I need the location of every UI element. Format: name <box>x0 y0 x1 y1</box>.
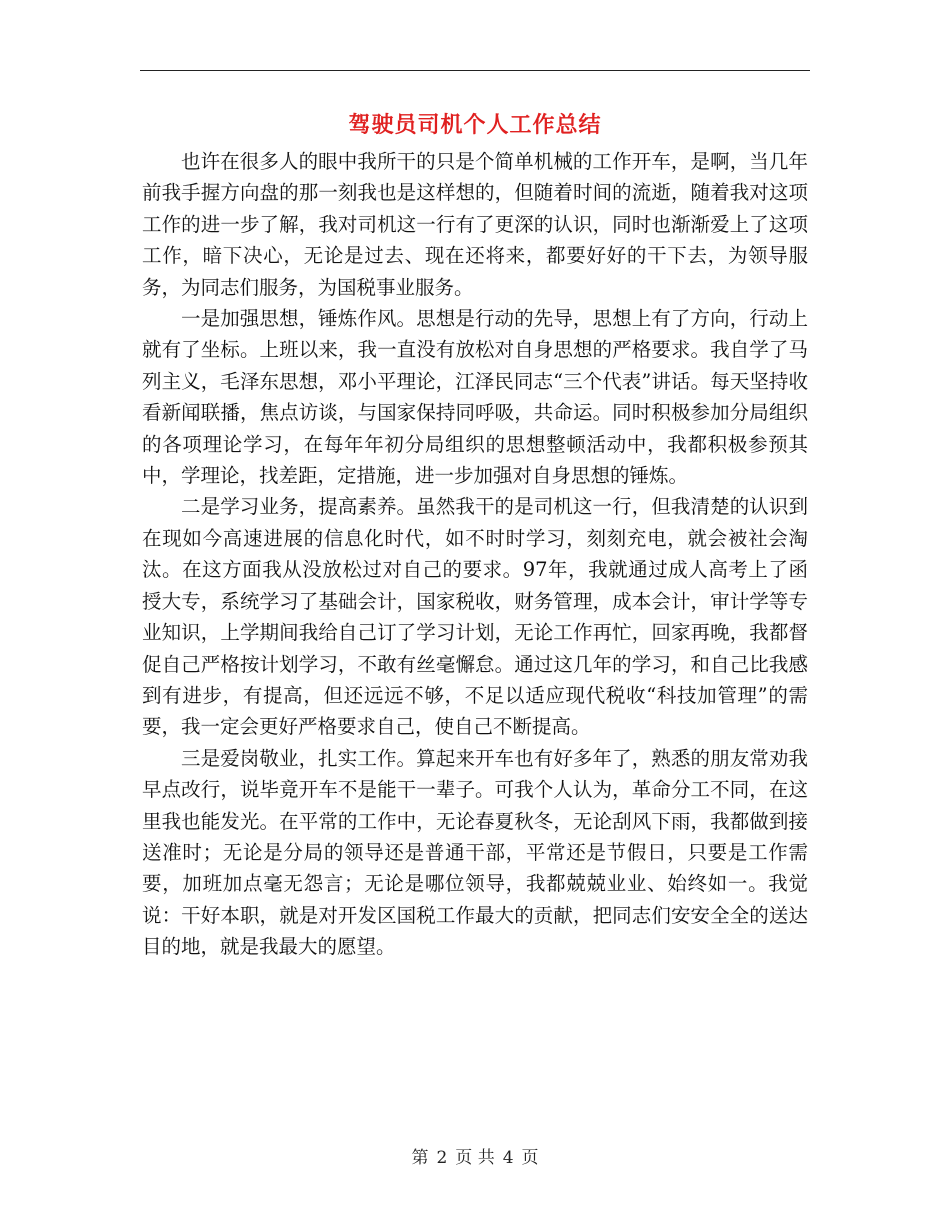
paragraph-intro: 也许在很多人的眼中我所干的只是个简单机械的工作开车，是啊，当几年前我手握方向盘的那一刻我也是这样想的，但随着时间的流逝，随着我对这项工作的进一步了解，我对司机这一行有了更深的认识，同时也渐渐爱上了这项工作，暗下决心，无论是过去、现在还将来，都要好好的干下去，为领导服务，为同志们服务，为国税事业服务。 <box>142 150 808 299</box>
document-title: 驾驶员司机个人工作总结 <box>348 113 602 138</box>
paragraph-study: 二是学习业务，提高素养。虽然我干的是司机这一行，但我清楚的认识到在现如今高速进展的信息化时代，如不时时学习，刻刻充电，就会被社会淘汰。在这方面我从没放松过对自己的要求。97年，我就通过成人高考上了函授大专，系统学习了基础会计，国家税收，财务管理，成本会计，审计学等专业知识，上学期间我给自己订了学习计划，无论工作再忙，回家再晚，我都督促自己严格按计划学习，不敢有丝毫懈怠。通过这几年的学习，和自己比我感到有进步，有提高，但还远远不够，不足以适应现代税收“科技加管理”的需要，我一定会更好严格要求自己，使自己不断提高。 <box>142 495 808 739</box>
page-suffix: 页 <box>521 1148 539 1168</box>
page-current: 2 <box>436 1148 448 1168</box>
header-rule <box>140 70 810 71</box>
paragraph-thought: 一是加强思想，锤炼作风。思想是行动的先导，思想上有了方向，行动上就有了坐标。上班以来，我一直没有放松对自身思想的严格要求。我自学了马列主义，毛泽东思想，邓小平理论，江泽民同志“三个代表”讲话。每天坚持收看新闻联播，焦点访谈，与国家保持同呼吸，共命运。同时积极参加分局组织的各项理论学习，在每年年初分局组织的思想整顿活动中，我都积极参预其中，学理论，找差距，定措施，进一步加强对自身思想的锤炼。 <box>142 307 808 488</box>
page-total: 4 <box>502 1148 514 1168</box>
page-number-footer <box>0 1146 950 1170</box>
page-middle: 页 共 <box>455 1148 495 1168</box>
document-body <box>142 146 808 963</box>
paragraph-work: 三是爱岗敬业，扎实工作。算起来开车也有好多年了，熟悉的朋友常劝我早点改行，说毕竟开车不是能干一辈子。可我个人认为，革命分工不同，在这里我也能发光。在平常的工作中，无论春夏秋冬，无论刮风下雨，我都做到接送准时；无论是分局的领导还是普通干部，平常还是节假日，只要是工作需要，加班加点毫无怨言；无论是哪位领导，我都兢兢业业、始终如一。我觉说：干好本职，就是对开发区国税工作最大的贡献，把同志们安安全全的送达目的地，就是我最大的愿望。 <box>142 746 808 959</box>
page-prefix: 第 <box>411 1148 429 1168</box>
